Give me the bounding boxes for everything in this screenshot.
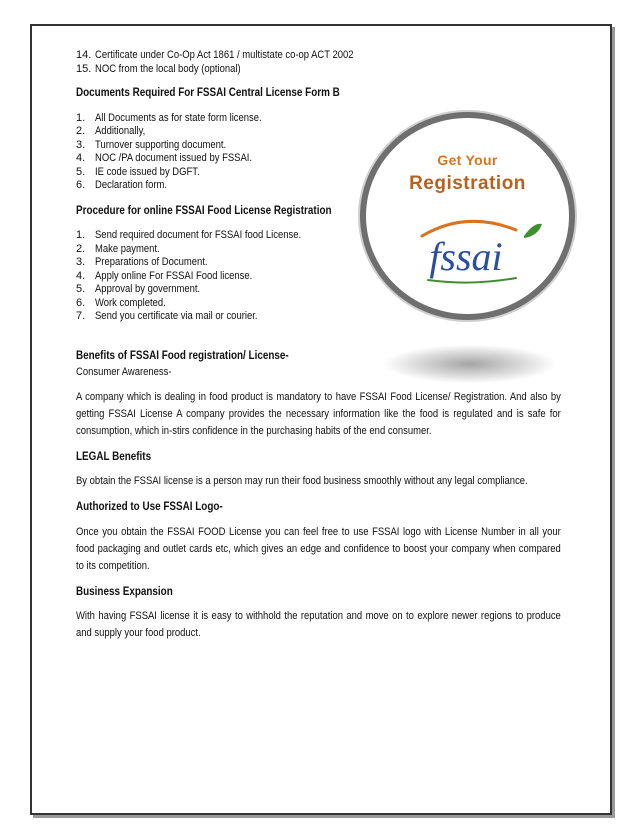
- list-number: 5.: [76, 165, 86, 178]
- subheading-text: Consumer Awareness-: [76, 366, 172, 378]
- list-text: Send you certificate via mail or courier.: [95, 310, 258, 322]
- list-text: NOC /PA document issued by FSSAI.: [95, 152, 253, 164]
- paragraph-text: With having FSSAI license it is easy to withhold the reputation and move on to explore newer regions to produce and supply your food product.: [76, 610, 561, 639]
- list-text: NOC from the local body (optional): [95, 62, 241, 75]
- list-number: 3.: [76, 256, 86, 268]
- list-item: [76, 63, 562, 77]
- list-text: Certificate under Co-Op Act 1861 / multistate co-op ACT 2002: [95, 49, 354, 61]
- list-number: 1.: [76, 229, 86, 241]
- list-text: Turnover supporting document.: [95, 138, 227, 151]
- list-text: Work completed.: [95, 296, 166, 309]
- paragraph-text: A company which is dealing in food product is mandatory to have FSSAI Food License/ Registration. And also by getting FSSAI License A company provides the necessary information like the food is regulated and is safe for consumption, which in-stirs confidence in the purchasing habits of the end consumer.: [76, 390, 561, 437]
- business-expansion-paragraph: [76, 608, 562, 642]
- list-text: Declaration form.: [95, 179, 168, 191]
- list-number: 1.: [76, 111, 86, 124]
- legal-benefits-heading: [76, 451, 562, 465]
- heading-text: Business Expansion: [76, 585, 173, 598]
- list-number: 5.: [76, 283, 86, 295]
- paragraph-text: By obtain the FSSAI license is a person may run their food business smoothly without any legal compliance.: [76, 475, 528, 487]
- list-number: 3.: [76, 138, 86, 151]
- list-number: 4.: [76, 152, 86, 164]
- registration-badge: [360, 112, 575, 320]
- heading-text: Procedure for online FSSAI Food License Registration: [76, 204, 332, 217]
- list-number: 6.: [76, 179, 86, 191]
- list-number: 4.: [76, 269, 86, 282]
- list-text: Approval by government.: [95, 283, 201, 295]
- fssai-logo: [366, 118, 569, 314]
- heading-text: Authorized to Use FSSAI Logo-: [76, 501, 223, 513]
- logo-usage-paragraph: [76, 524, 562, 575]
- benefits-paragraph: [76, 389, 562, 440]
- list-text: Apply online For FSSAI Food license.: [95, 269, 253, 282]
- central-license-heading: [76, 87, 562, 101]
- business-expansion-heading: [76, 586, 562, 600]
- leaf-icon: [524, 224, 542, 238]
- list-text: All Documents as for state form license.: [95, 111, 262, 124]
- fssai-logo-text: fssai: [429, 234, 503, 279]
- list-text: Additionally,: [95, 125, 146, 137]
- list-number: 15.: [76, 62, 92, 75]
- heading-text: LEGAL Benefits: [76, 450, 152, 463]
- heading-text: Documents Required For FSSAI Central License Form B: [76, 87, 340, 99]
- list-number: 6.: [76, 296, 86, 309]
- list-text: Send required document for FSSAI food License.: [95, 229, 302, 241]
- list-text: IE code issued by DGFT.: [95, 165, 200, 178]
- list-text: Preparations of Document.: [95, 256, 208, 268]
- list-number: 7.: [76, 310, 86, 322]
- legal-benefits-paragraph: [76, 473, 562, 490]
- list-number: 14.: [76, 49, 92, 61]
- list-number: 2.: [76, 242, 86, 255]
- list-text: Make payment.: [95, 242, 160, 255]
- badge-line-2: Registration: [409, 173, 526, 194]
- logo-usage-heading: [76, 501, 562, 515]
- paragraph-text: Once you obtain the FSSAI FOOD License you can feel free to use FSSAI logo with License Number in all your food packaging and outlet cards etc, which gives an edge and confidence to boost your company when compared to its competition.: [76, 525, 561, 572]
- required-documents-list-continued: [76, 49, 562, 76]
- heading-text: Benefits of FSSAI Food registration/ License-: [76, 349, 289, 362]
- list-item: [76, 49, 562, 63]
- badge-shadow: [385, 345, 555, 383]
- list-number: 2.: [76, 125, 86, 137]
- badge-line-1: Get Your: [437, 152, 498, 168]
